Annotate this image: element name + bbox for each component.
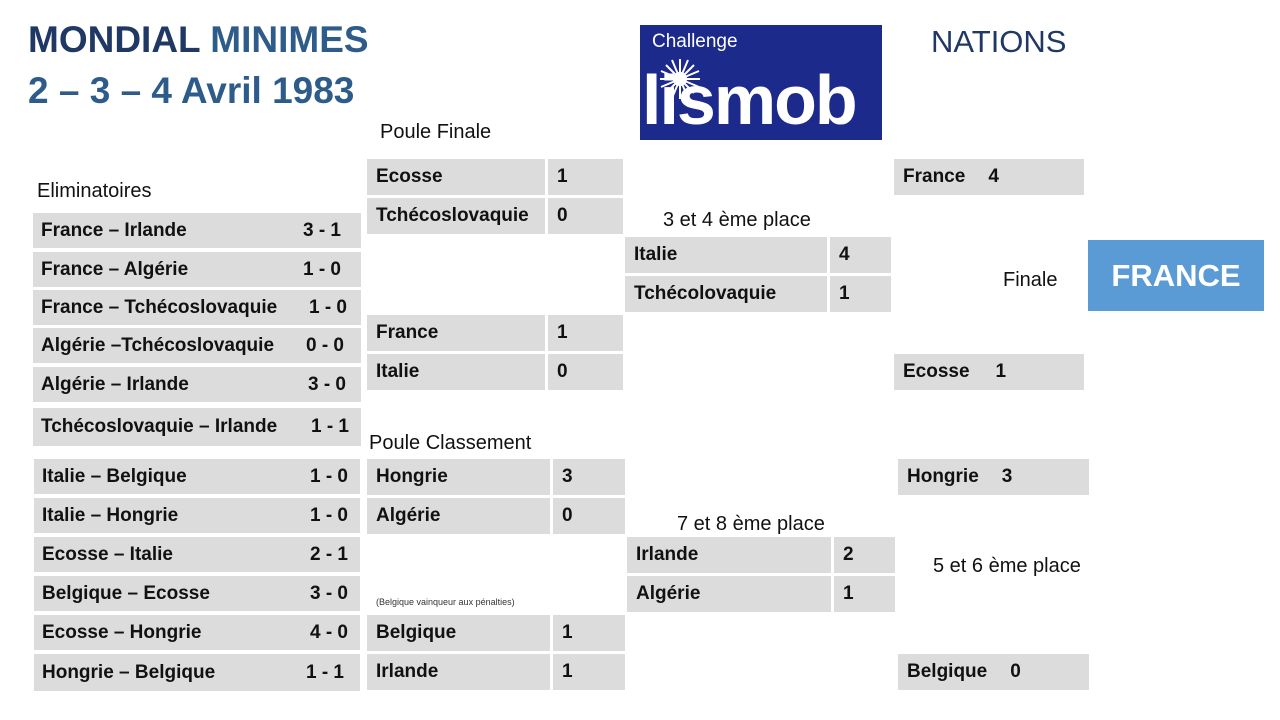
score-cell: 1 [548, 159, 623, 195]
match-label: Ecosse – Italie [42, 543, 173, 565]
match-label: Belgique – Ecosse [42, 582, 210, 604]
seventh-place-label: 7 et 8 ème place [677, 513, 825, 535]
match-row [34, 537, 360, 572]
match-score: 4 - 0 [309, 621, 348, 643]
match-label: France – Tchécoslovaquie [41, 296, 278, 318]
match-row [34, 576, 360, 611]
team-name: Ecosse [903, 361, 970, 382]
match-row [34, 498, 360, 533]
title-minimes: MINIMES [210, 19, 369, 60]
fifth-team2 [898, 654, 1089, 690]
match-score: 0 - 0 [305, 334, 344, 356]
team-cell: Algérie [367, 498, 550, 534]
match-score: 3 - 0 [309, 582, 348, 604]
team-score: 4 [988, 166, 999, 187]
match-row [33, 213, 361, 248]
page-title [28, 18, 369, 62]
score-cell: 1 [834, 576, 895, 612]
match-score: 2 - 1 [309, 543, 348, 565]
team-cell: Belgique [367, 615, 550, 651]
team-name: France [903, 166, 966, 187]
fifth-team1 [898, 459, 1089, 495]
match-label: Ecosse – Hongrie [42, 621, 202, 643]
title-mondial: MONDIAL [28, 19, 200, 60]
team-cell: Tchécolovaquie [625, 276, 827, 312]
team-score: 0 [1010, 661, 1021, 682]
match-label: Italie – Hongrie [42, 504, 179, 526]
match-score: 1 - 0 [309, 465, 348, 487]
match-score: 1 - 0 [309, 504, 348, 526]
match-score: 1 - 1 [310, 416, 349, 437]
score-cell: 1 [548, 315, 623, 351]
team-cell: Italie [367, 354, 545, 390]
match-row [34, 654, 360, 691]
team-cell: Irlande [367, 654, 550, 690]
team-score: 1 [995, 361, 1007, 382]
score-cell: 1 [553, 654, 625, 690]
team-cell: Ecosse [367, 159, 545, 195]
finale-team1 [894, 159, 1084, 195]
poule-finale-label: Poule Finale [380, 121, 492, 143]
team-cell: Hongrie [367, 459, 550, 495]
team-cell: France [367, 315, 545, 351]
team-cell: Algérie [627, 576, 831, 612]
match-score: 1 - 1 [305, 661, 344, 683]
event-dates: 2 – 3 – 4 Avril 1983 [28, 70, 355, 111]
team-name: Hongrie [907, 466, 979, 487]
match-label: France – Algérie [41, 258, 189, 280]
lismob-logo [640, 25, 882, 140]
finale-label: Finale [1003, 269, 1058, 291]
match-score: 3 - 1 [302, 219, 341, 241]
score-cell: 0 [548, 198, 623, 234]
team-name: Belgique [907, 661, 988, 682]
finale-team2 [894, 354, 1084, 390]
fifth-place-label: 5 et 6 ème place [933, 555, 1081, 577]
score-cell: 1 [553, 615, 625, 651]
match-score: 1 - 0 [308, 296, 347, 318]
penalty-note: (Belgique vainqueur aux pénalties) [376, 597, 515, 607]
score-cell: 3 [553, 459, 625, 495]
logo-challenge-text: Challenge [652, 31, 738, 52]
match-label: Algérie – Irlande [41, 373, 189, 395]
score-cell: 0 [553, 498, 625, 534]
team-cell: Irlande [627, 537, 831, 573]
score-cell: 0 [548, 354, 623, 390]
score-cell: 2 [834, 537, 895, 573]
score-cell: 1 [830, 276, 891, 312]
match-score: 1 - 0 [302, 258, 341, 280]
match-score: 3 - 0 [307, 373, 346, 395]
eliminatoires-label: Eliminatoires [37, 180, 152, 202]
match-row [33, 408, 361, 446]
logo-brand-text: lismob [642, 61, 856, 139]
match-row [33, 252, 361, 287]
third-place-label: 3 et 4 ème place [663, 209, 811, 231]
nations-heading: NATIONS [931, 24, 1067, 59]
match-row [33, 290, 361, 325]
team-cell: Tchécoslovaquie [367, 198, 545, 234]
match-row [33, 367, 361, 402]
match-label: France – Irlande [41, 219, 187, 241]
winner-badge: FRANCE [1088, 240, 1264, 311]
match-label: Algérie –Tchécoslovaquie [41, 334, 275, 356]
team-cell: Italie [625, 237, 827, 273]
match-row [33, 328, 361, 363]
match-row [34, 459, 360, 494]
team-score: 3 [1001, 466, 1013, 487]
poule-classement-label: Poule Classement [369, 432, 532, 454]
match-label: Italie – Belgique [42, 465, 187, 487]
match-label: Tchécoslovaquie – Irlande [41, 416, 278, 437]
match-row [34, 615, 360, 650]
match-label: Hongrie – Belgique [42, 661, 216, 683]
score-cell: 4 [830, 237, 891, 273]
